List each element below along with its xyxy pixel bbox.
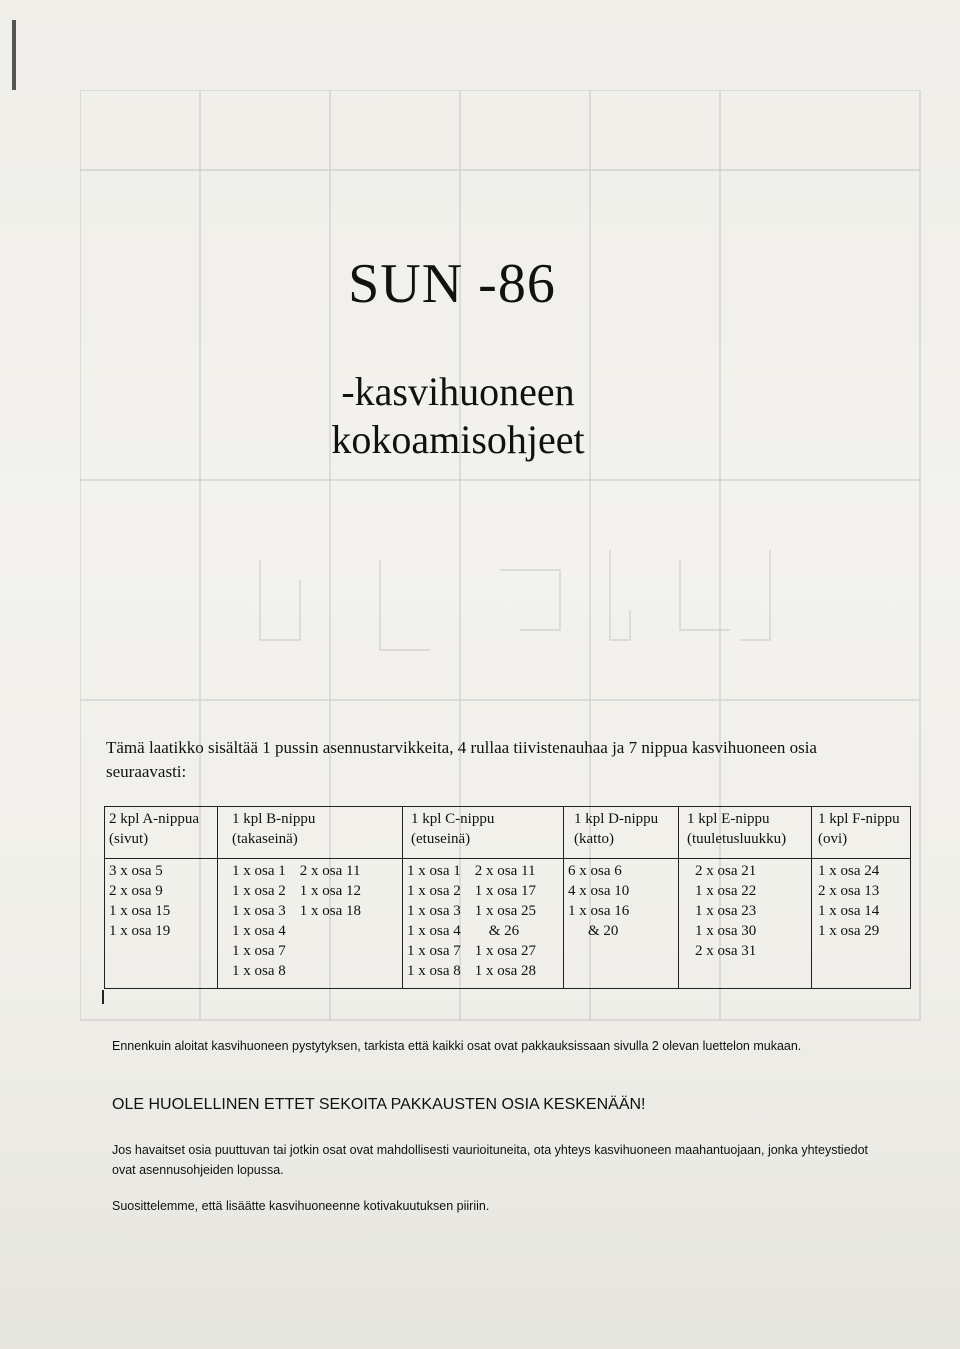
check-note: Ennenkuin aloitat kasvihuoneen pystytyksen, tarkista että kaikki osat ovat pakkauksissaan sivulla 2 olevan luettelon mukaan.	[112, 1039, 802, 1053]
header-d: 1 kpl D-nippu (katto)	[564, 807, 679, 859]
intro-text: Tämä laatikko sisältää 1 pussin asennustarvikkeita, 4 rullaa tiivistenauhaa ja 7 nippua kasvihuoneen osia seuraavasti:	[106, 738, 817, 781]
subtitle-line-1: -kasvihuoneen	[341, 369, 575, 414]
header-b: 1 kpl B-nippu (takaseinä)	[218, 807, 403, 859]
cell-d: 6 x osa 6 4 x osa 10 1 x osa 16 & 20	[564, 859, 679, 989]
cell-c: 1 x osa 1 1 x osa 2 1 x osa 3 1 x osa 4 1 x osa 7 1 x osa 8 2 x osa 11 1 x osa 17 1 x osa 25 & 26 1 x osa 27 1 x osa 28	[403, 859, 564, 989]
header-a: 2 kpl A-nippua (sivut)	[105, 807, 218, 859]
staple-mark	[12, 20, 16, 90]
document-title: SUN -86	[348, 253, 556, 315]
header-c: 1 kpl C-nippu (etuseinä)	[403, 807, 564, 859]
table-stub-line	[102, 990, 112, 1004]
insurance-note: Suosittelemme, että lisäätte kasvihuoneenne kotivakuutuksen piiriin.	[112, 1199, 490, 1213]
table-body-row	[105, 859, 911, 989]
cell-a: 3 x osa 5 2 x osa 9 1 x osa 15 1 x osa 19	[105, 859, 218, 989]
parts-table	[104, 806, 911, 989]
subtitle-line-2: kokoamisohjeet	[331, 417, 585, 462]
header-f: 1 kpl F-nippu (ovi)	[812, 807, 911, 859]
cell-b: 1 x osa 1 1 x osa 2 1 x osa 3 1 x osa 4 1 x osa 7 1 x osa 8 2 x osa 11 1 x osa 12 1 x osa 18	[218, 859, 403, 989]
header-e: 1 kpl E-nippu (tuuletusluukku)	[679, 807, 812, 859]
document-subtitle	[0, 368, 938, 464]
cell-e: 2 x osa 21 1 x osa 22 1 x osa 23 1 x osa 30 2 x osa 31	[679, 859, 812, 989]
cell-f: 1 x osa 24 2 x osa 13 1 x osa 14 1 x osa 29	[812, 859, 911, 989]
contact-note: Jos havaitset osia puuttuvan tai jotkin osat ovat mahdollisesti vaurioituneita, ota yhteys kasvihuoneen maahantuojaan, jonka yhteystiedot ovat asennusohjeiden lopussa.	[112, 1143, 869, 1177]
warning-text: OLE HUOLELLINEN ETTET SEKOITA PAKKAUSTEN OSIA KESKENÄÄN!	[112, 1096, 646, 1113]
table-header-row	[105, 807, 911, 859]
